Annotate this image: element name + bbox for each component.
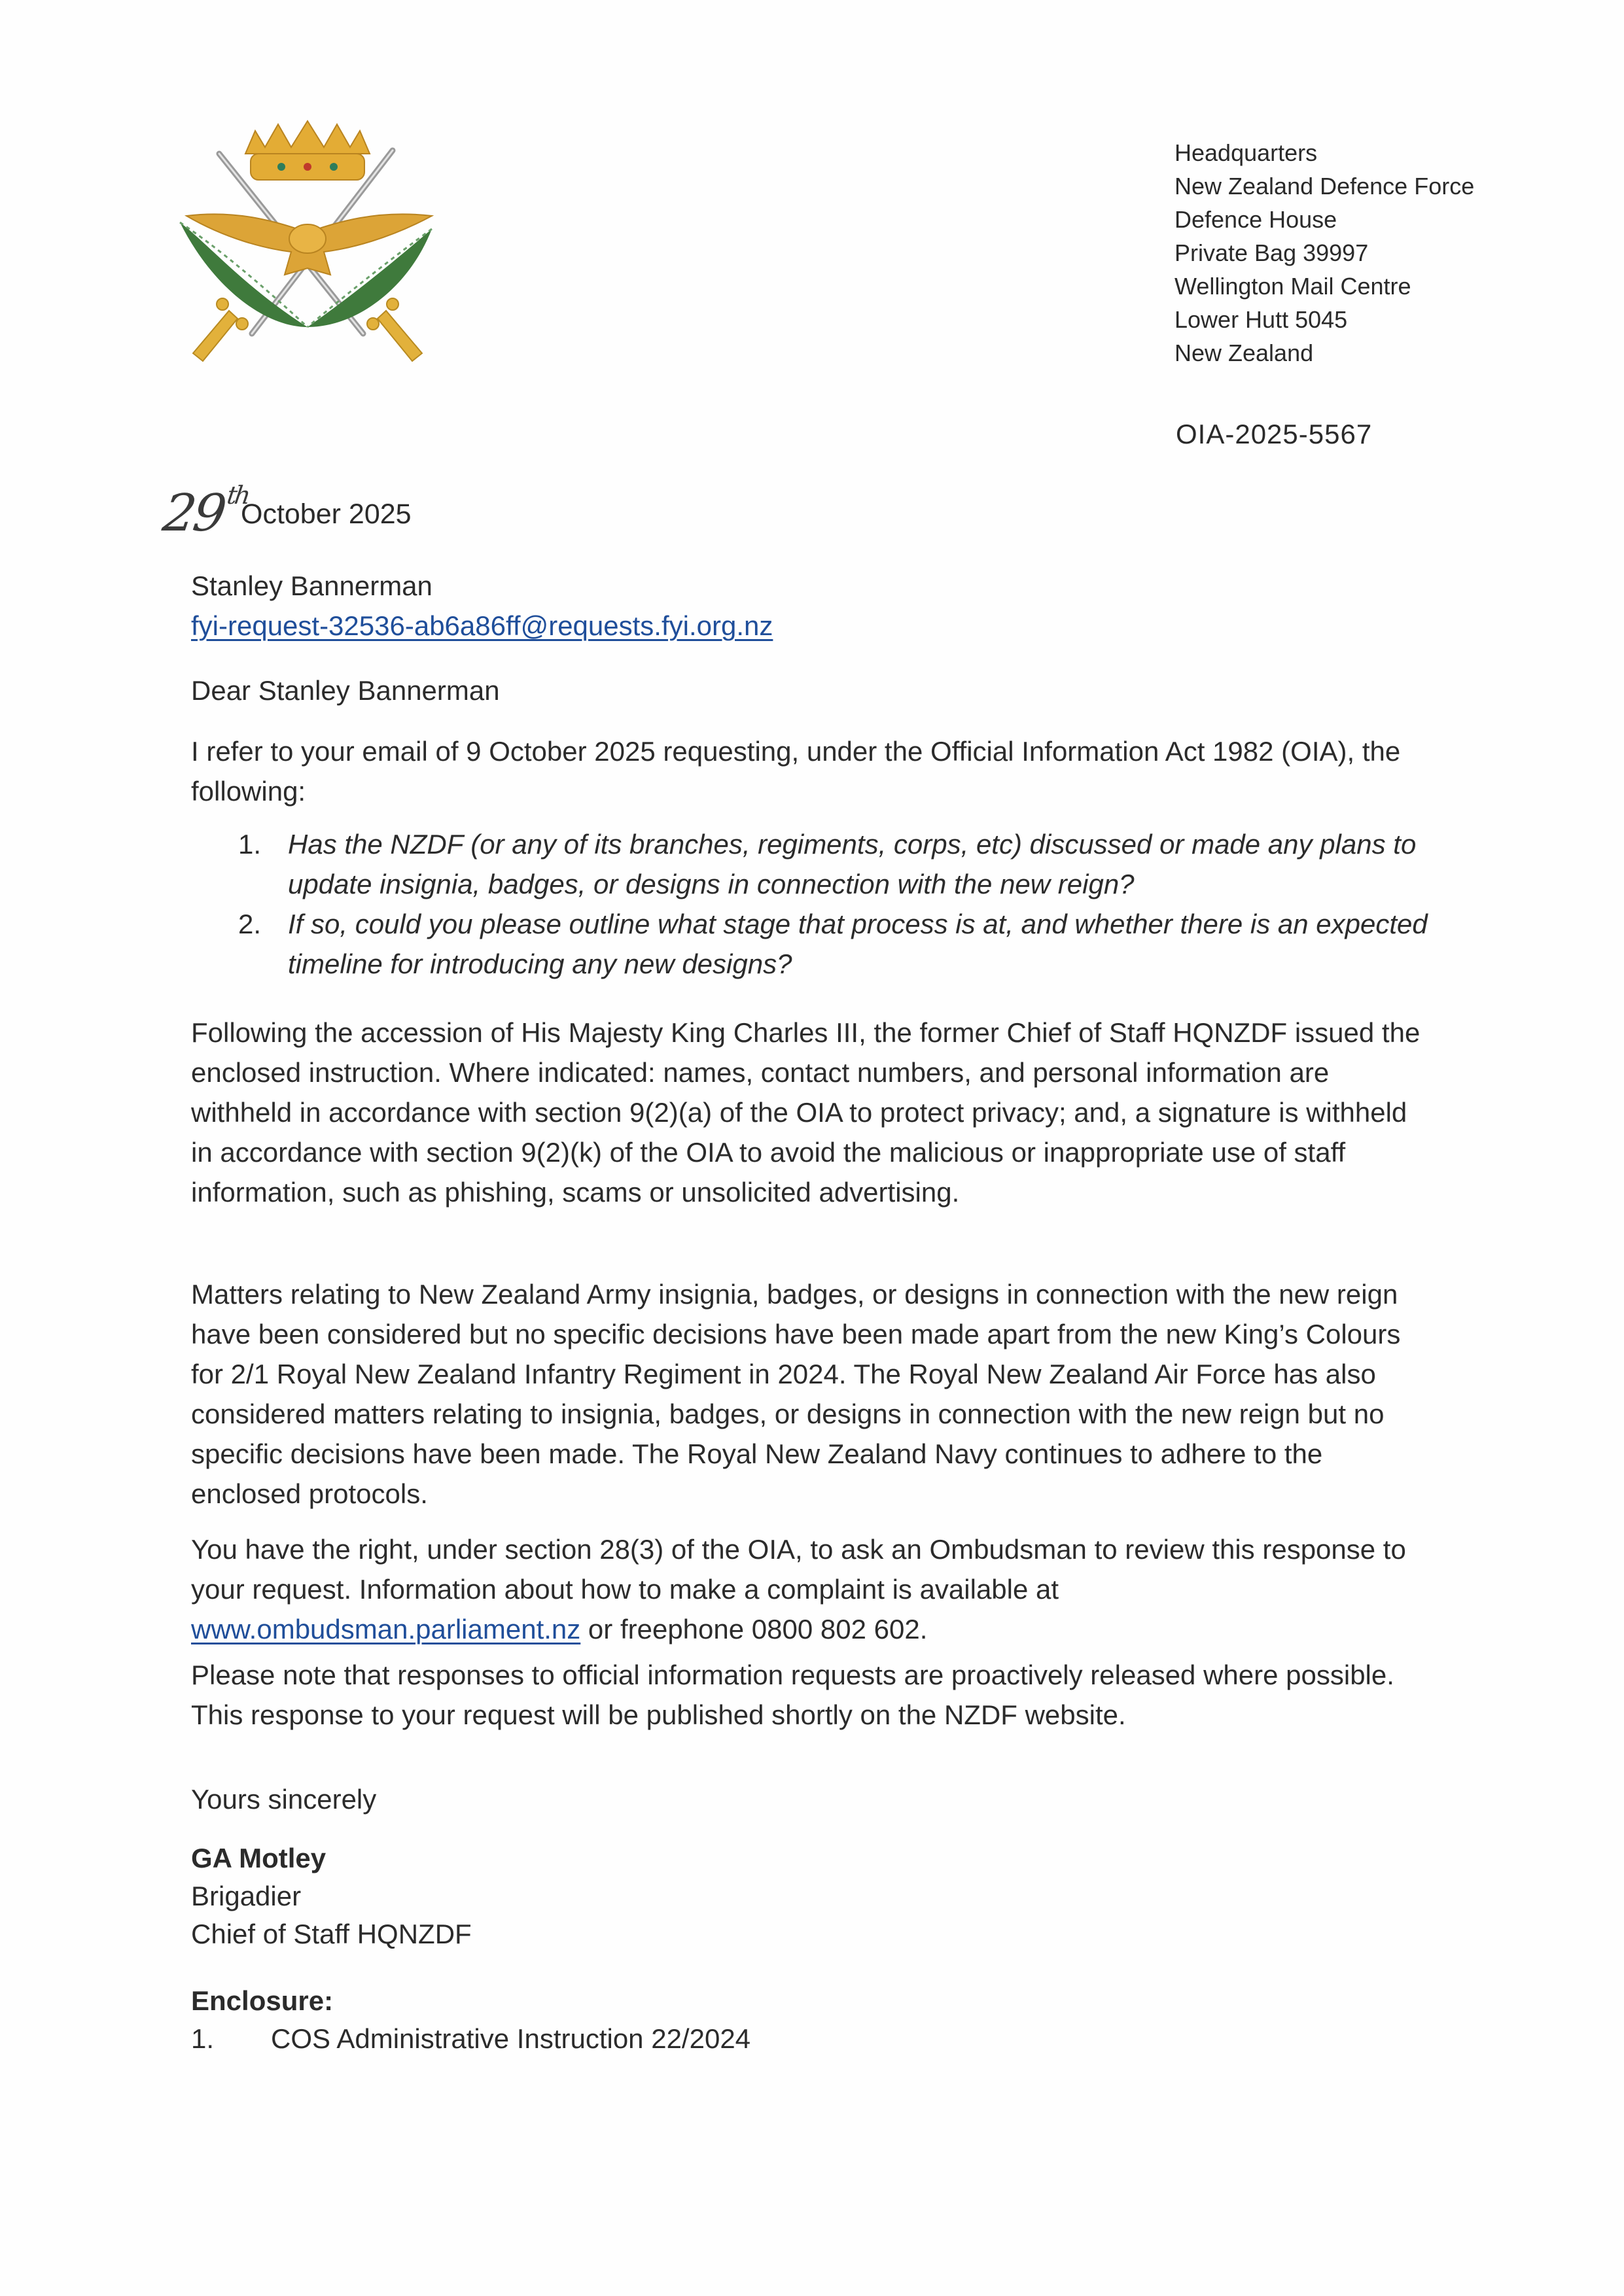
- salutation: Dear Stanley Bannerman: [191, 675, 500, 706]
- address-line: Defence House: [1174, 206, 1337, 233]
- address-line: New Zealand Defence Force: [1174, 173, 1475, 200]
- closing: Yours sincerely: [191, 1784, 377, 1815]
- accession-paragraph: Following the accession of His Majesty King Charles III, the former Chief of Staff HQNZDF issued the enclosed instruction. Where indicated: names, contact numbers, and personal information are withheld in accordance with section 9(2)(a) of the OIA to protect privacy; and, a signature is withheld in accordance with section 9(2)(k) of the OIA to avoid the malicious or inappropriate use of staff information, such as phishing, scams or unsolicited advertising.: [191, 1017, 1421, 1208]
- enclosure-heading: Enclosure:: [191, 1985, 334, 2016]
- ombudsman-link[interactable]: www.ombudsman.parliament.nz: [191, 1614, 581, 1644]
- recipient-email-link[interactable]: fyi-request-32536-ab6a86ff@requests.fyi.org.nz: [191, 610, 773, 641]
- signatory-title: Chief of Staff HQNZDF: [191, 1919, 472, 1949]
- typed-month-year: October 2025: [241, 498, 412, 530]
- sender-address: [1174, 136, 1474, 370]
- enclosure-item-text: COS Administrative Instruction 22/2024: [271, 2023, 751, 2054]
- question-text: Has the NZDF (or any of its branches, regiments, corps, etc) discussed or made any plans to update insignia, badges, or designs in connection with the new reign?: [288, 829, 1417, 899]
- matters-paragraph: Matters relating to New Zealand Army insignia, badges, or designs in connection with the new reign have been considered but no specific decisions have been made apart from the new King’s Colours for 2/1 Royal New Zealand Infantry Regiment in 2024. The Royal New Zealand Air Force has also considered matters relating to insignia, badges, or designs in connection with the new reign but no specific decisions have been made. The Royal New Zealand Navy continues to adhere to the enclosed protocols.: [191, 1279, 1401, 1509]
- signature-block: [191, 1839, 472, 1953]
- question-text: If so, could you please outline what stage that process is at, and whether there is an expected timeline for introducing any new designs?: [288, 909, 1428, 979]
- crest-icon: [167, 118, 448, 366]
- rights-text: You have the right, under section 28(3) of the OIA, to ask an Ombudsman to review this response to your request. Information about how to make a complaint is available at: [191, 1534, 1406, 1605]
- request-questions: [191, 824, 1434, 984]
- question-item: [191, 904, 1434, 984]
- address-line: New Zealand: [1174, 339, 1314, 366]
- question-number: 2.: [238, 909, 262, 939]
- enclosure-item-number: 1.: [191, 2023, 215, 2054]
- publication-paragraph: Please note that responses to official information requests are proactively released where possible. This response to your request will be published shortly on the NZDF website.: [191, 1660, 1394, 1730]
- handwritten-day: [159, 481, 251, 543]
- recipient-block: [191, 566, 1434, 646]
- question-number: 1.: [238, 829, 262, 860]
- signatory-rank: Brigadier: [191, 1881, 302, 1911]
- address-line: Private Bag 39997: [1174, 239, 1369, 266]
- rights-text-after: or freephone 0800 802 602.: [580, 1614, 928, 1644]
- handwritten-day-suffix: th: [225, 481, 251, 510]
- question-item: [191, 824, 1434, 904]
- address-line: Wellington Mail Centre: [1174, 273, 1411, 300]
- signatory-name: GA Motley: [191, 1843, 327, 1873]
- address-line: Lower Hutt 5045: [1174, 306, 1348, 333]
- enclosure-item: [191, 2020, 750, 2058]
- rights-paragraph: [191, 1529, 1434, 1649]
- handwritten-day-number: 29: [159, 484, 228, 543]
- enclosure-block: [191, 1982, 750, 2058]
- intro-paragraph: I refer to your email of 9 October 2025 requesting, under the Official Information Act 1982 (OIA), the following:: [191, 736, 1401, 807]
- address-line: Headquarters: [1174, 139, 1318, 166]
- oia-reference: OIA-2025-5567: [1176, 419, 1373, 449]
- nzdf-crest-logo: [167, 118, 448, 366]
- recipient-name: Stanley Bannerman: [191, 570, 432, 601]
